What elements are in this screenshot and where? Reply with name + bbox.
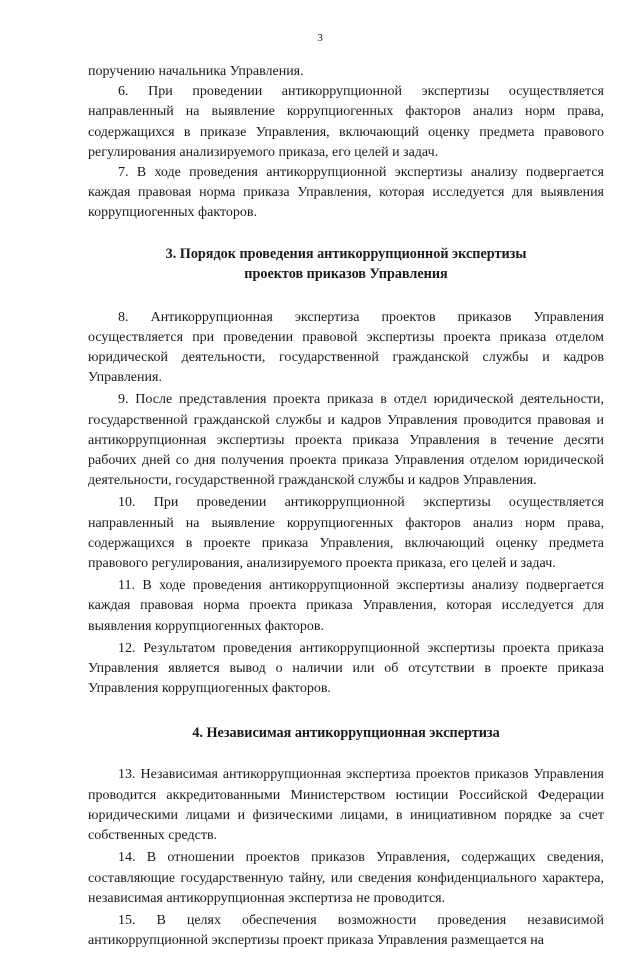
paragraph-9: 9. После представления проекта приказа в отдел юридической деятельности, государственной гражданской службы и кадров Управления проводится правовая и антикоррупционная экспертизы проекта приказа Управления в течение десяти рабочих дней со дня получения проекта приказа Управления отделом юридической деятельности, государственной гражданской службы и кадров Управления. bbox=[88, 392, 604, 489]
paragraph-8: 8. Антикоррупционная экспертиза проектов приказов Управления осуществляется при проведении правовой экспертизы проекта приказа отделом юридической деятельности, государственной гражданской службы и кадров Управления. bbox=[88, 309, 604, 386]
paragraph-11: 11. В ходе проведения антикоррупционной экспертизы анализу подвергается каждая правовая норма проекта приказа Управления, которая исследуется для выявления коррупциогенных факторов. bbox=[88, 578, 604, 634]
paragraph-7: 7. В ходе проведения антикоррупционной экспертизы анализу подвергается каждая правовая норма приказа Управления, которая исследуется для выявления коррупциогенных факторов. bbox=[88, 165, 604, 221]
paragraph-6: 6. При проведении антикоррупционной экспертизы осуществляется направленный на выявление коррупциогенных факторов анализ норм права, содержащихся в приказе Управления, включающий оценку предмета правового регулирования анализируемого приказа, его целей и задач. bbox=[88, 84, 604, 160]
paragraph-13: 13. Независимая антикоррупционная экспертиза проектов приказов Управления проводится аккредитованными Министерством юстиции Российской Федерации юридическими лицами и физическими лицами, в инициативном порядке за счет собственных средств. bbox=[88, 767, 604, 844]
section-4-heading bbox=[88, 723, 604, 743]
page-number: 3 bbox=[317, 32, 323, 44]
section-3-heading bbox=[88, 244, 604, 284]
paragraph-continuation: поручению начальника Управления. bbox=[88, 64, 304, 79]
paragraph-10: 10. При проведении антикоррупционной экспертизы осуществляется направленный на выявление коррупциогенных факторов анализ норм права, содержащихся в проекте приказа Управления, включающий оценку предмета правового регулирования, анализируемого проекта приказа, его целей и задач. bbox=[88, 495, 604, 572]
paragraph-15: 15. В целях обеспечения возможности проведения независимой антикоррупционной экспертизы проект приказа Управления размещается на bbox=[88, 912, 604, 949]
section-4-heading-text: 4. Независимая антикоррупционная экспертиза bbox=[192, 725, 500, 742]
document-body bbox=[88, 62, 604, 953]
paragraph-14: 14. В отношении проектов приказов Управления, содержащих сведения, составляющие государственную тайну, или сведения конфиденциального характера, независимая антикоррупционная экспертиза не проводится. bbox=[88, 850, 604, 906]
section-3-heading-line2: проектов приказов Управления bbox=[244, 265, 448, 282]
section-3-heading-line1: 3. Порядок проведения антикоррупционной экспертизы bbox=[165, 245, 527, 262]
paragraph-12: 12. Результатом проведения антикоррупционной экспертизы проекта приказа Управления является вывод о наличии или об отсутствии в проекте приказа Управления коррупциогенных факторов. bbox=[88, 640, 604, 697]
